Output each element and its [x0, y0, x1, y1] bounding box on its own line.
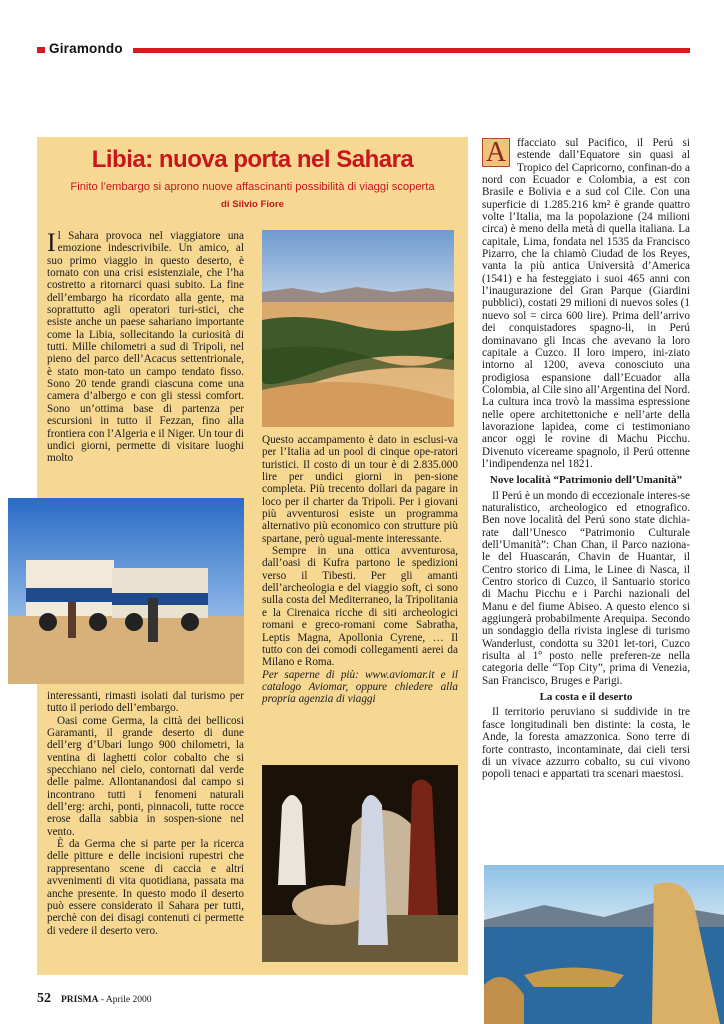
issue-date: - Aprile 2000	[98, 995, 152, 1005]
paragraph: Questo accampamento è dato in esclusi-va per l’Italia ad un pool di cinque ope-ratori turistici. Il costo di un tour è di 2.835.000 lire per undici giorni in pen-sione completa. Più trecento dollari da pagare in loco per il charter da Tripoli. Per i giovani più avventurosi esiste un programma alternativo più economico con strutture più spartane, però ugual-mente interessante.	[262, 434, 458, 545]
article-subtitle: Finito l’embargo si aprono nuove affascinanti possibilità di viaggi scoperta	[70, 181, 435, 193]
drop-cap-box: A	[482, 138, 510, 167]
section-header	[37, 41, 690, 58]
page-number: 52	[37, 991, 51, 1006]
column-2	[262, 434, 458, 706]
paragraph: Il Perú è un mondo di eccezionale interes-se naturalistico, archeologico ed etnografico. Ben nove località del Perú sono state dichia-rate dall’Unesco “Patrimonio Culturale dell’Umanità”: Chan Chan, il Parco naziona-le del Huascarán, Chavin de Huantar, il Centro storico di Lima, le Linee di Nasca, il Centro storico di Cuzco, il Santuario storico di Machu Picchu e i Parchi nazionali del Manu e del fiume Abiseo. A questo elenco si aggiungerà probabilmente Arequipa. Secondo un sondaggio della rivista inglese di turismo Wanderlust, condotta su 3201 let-tori, Cuzco risulta al 1º posto nelle preferen-ze nella categoria delle “Top City”, prima di Venezia, San Francisco, Bruges e Parigi.	[482, 489, 690, 687]
desert-oasis-photo	[262, 230, 454, 427]
section-marker	[37, 47, 45, 53]
column-1-top	[47, 230, 244, 465]
camel-caravan-photo	[262, 765, 458, 962]
reed-boat-lake-photo	[484, 865, 724, 1024]
desert-trucks-photo	[8, 498, 244, 684]
article-title: Libia: nuova porta nel Sahara	[91, 146, 414, 173]
section-heading: Nove località “Patrimonio dell’Umanità”	[489, 474, 683, 487]
section-label: Giramondo	[49, 41, 123, 56]
drop-cap: I	[47, 228, 56, 257]
paragraph-text: ffacciato sul Pacifico, il Perú si estende dall’Equatore sin quasi al Tropico del Capricorno, confinan-do a nord con Ecuador e Colombia, a est con Brasile e Bolivia e a sud col Cile. Con una superficie di 1.285.216 km² è grande quattro volte l’Italia, ma la popolazione (24 milioni circa) è meno della metà di quella italiana. La capitale, Lima, fondata nel 1535 da Francisco Pizarro, che la chiamò Ciudad de los Reyes, vanta la più antica Università d’America (1541) e ha festeggiato i suoi 465 anni con l’inaugurazione del Gran Parque (Giardini pubblici), costati 29 milioni di nuevos soles (1 nuevo sol = circa 600 lire). Prima dell’arrivo dei conquistadores spagno-li, in Perú dominavano gli Incas che avevano la loro capitale a Cuzco. Il loro impero, ini-ziato intorno al 1200, aveva conosciuto una prodigiosa espansione dall’Ecuador alla Colombia, al Cile sino all’Argentina del Nord. La cultura inca trovò la massima espressione nelle opere architettoniche e nell’arte della lavorazione lapidea, come ci testimoniano ancor oggi le rovine di Machu Picchu. Divenuto vicereame spagnolo, il Perú ottenne l’indipendenza nel 1821.	[482, 137, 690, 470]
article-byline: di Silvio Fiore	[221, 199, 284, 210]
paragraph: Oasi come Germa, la città dei bellicosi Garamanti, il grande deserto di dune dell’erg d’Ubari lungo 900 chilometri, la ventina di laghetti color cobalto che si specchiano nel cielo, contornati dal verde delle palme. Allontanandosi dal campo si incontrano tutti i fenomeni naturali dell’erg: archi, ponti, pinnacoli, tutte rocce erose dalla sabbia in sospen-sione nel vento.	[47, 714, 244, 838]
paragraph: interessanti, rimasti isolati dal turismo per tutto il periodo dell’embargo.	[47, 690, 244, 715]
column-1-bottom	[47, 690, 244, 937]
info-note: Per saperne di più: www.aviomar.it e il catalogo Aviomar, oppure chiedere alla propria agenzia di viaggi	[262, 668, 458, 706]
paragraph-text: l Sahara provoca nel viaggiatore una emozione indescrivibile. Un amico, al suo primo viaggio in questo deserto, è tornato con una crisi esistenziale, che l’ha costretto a ritornarci quasi subito. La fine dell’embargo ha ricordato alla gente, ma soprattutto agli operatori turi-stici, che esiste anche un paese sahariano importante come la Libia, sollecitando la curiosità di tutti. Mille chilometri a sud di Tripoli, nel pieno del parco dell’Acacus settentrionale, è stato mon-tato un campo tendato fisso. Sono 20 tende grandi ciascuna come una camera d’albergo e con gli stessi comfort. Sono un’ottima base di partenza per escursioni in tutto il Fezzan, fino alla frontiera con l’Algeria e il Niger. Un tour di undici giorni, permette di visitare luoghi molto	[47, 230, 244, 465]
section-rule	[133, 48, 690, 53]
column-3	[482, 137, 690, 781]
paragraph: È da Germa che si parte per la ricerca delle pitture e delle incisioni rupestri che rappresentano scene di caccia e altri avvenimenti di vita quotidiana, passata ma anche presente. In questo modo il deserto può essere considerato il Sahara per tutti, perchè con dei disagi contenuti ci permette di vedere il deserto vero.	[47, 838, 244, 937]
paragraph	[47, 230, 244, 465]
paragraph: Sempre in una ottica avventurosa, dall’oasi di Kufra partono le spedizioni verso il Tibesti. Per gli amanti dell’archeologia e del viaggio soft, ci sono sulla costa del Mediterraneo, la Tripolitania e la Cirenaica ricche di siti archeologici romani e greco-romani come Sabratha, Leptis Magna, Apollonia Cyrene, … Il tutto con dei comodi collegamenti aerei da Milano e Roma.	[262, 545, 458, 669]
paragraph	[482, 137, 690, 470]
paragraph: Il territorio peruviano si suddivide in tre fasce longitudinali ben distinte: la costa, le Ande, la foresta amazzonica. Sono terre di forte contrasto, incontaminate, dai cieli tersi di un vivace azzurro cobalto, su cui vivono popoli tenaci e appartati tra scenari maestosi.	[482, 706, 690, 781]
magazine-name: PRISMA	[61, 995, 99, 1005]
page-footer	[37, 989, 152, 1007]
section-heading: La costa e il deserto	[539, 691, 633, 704]
